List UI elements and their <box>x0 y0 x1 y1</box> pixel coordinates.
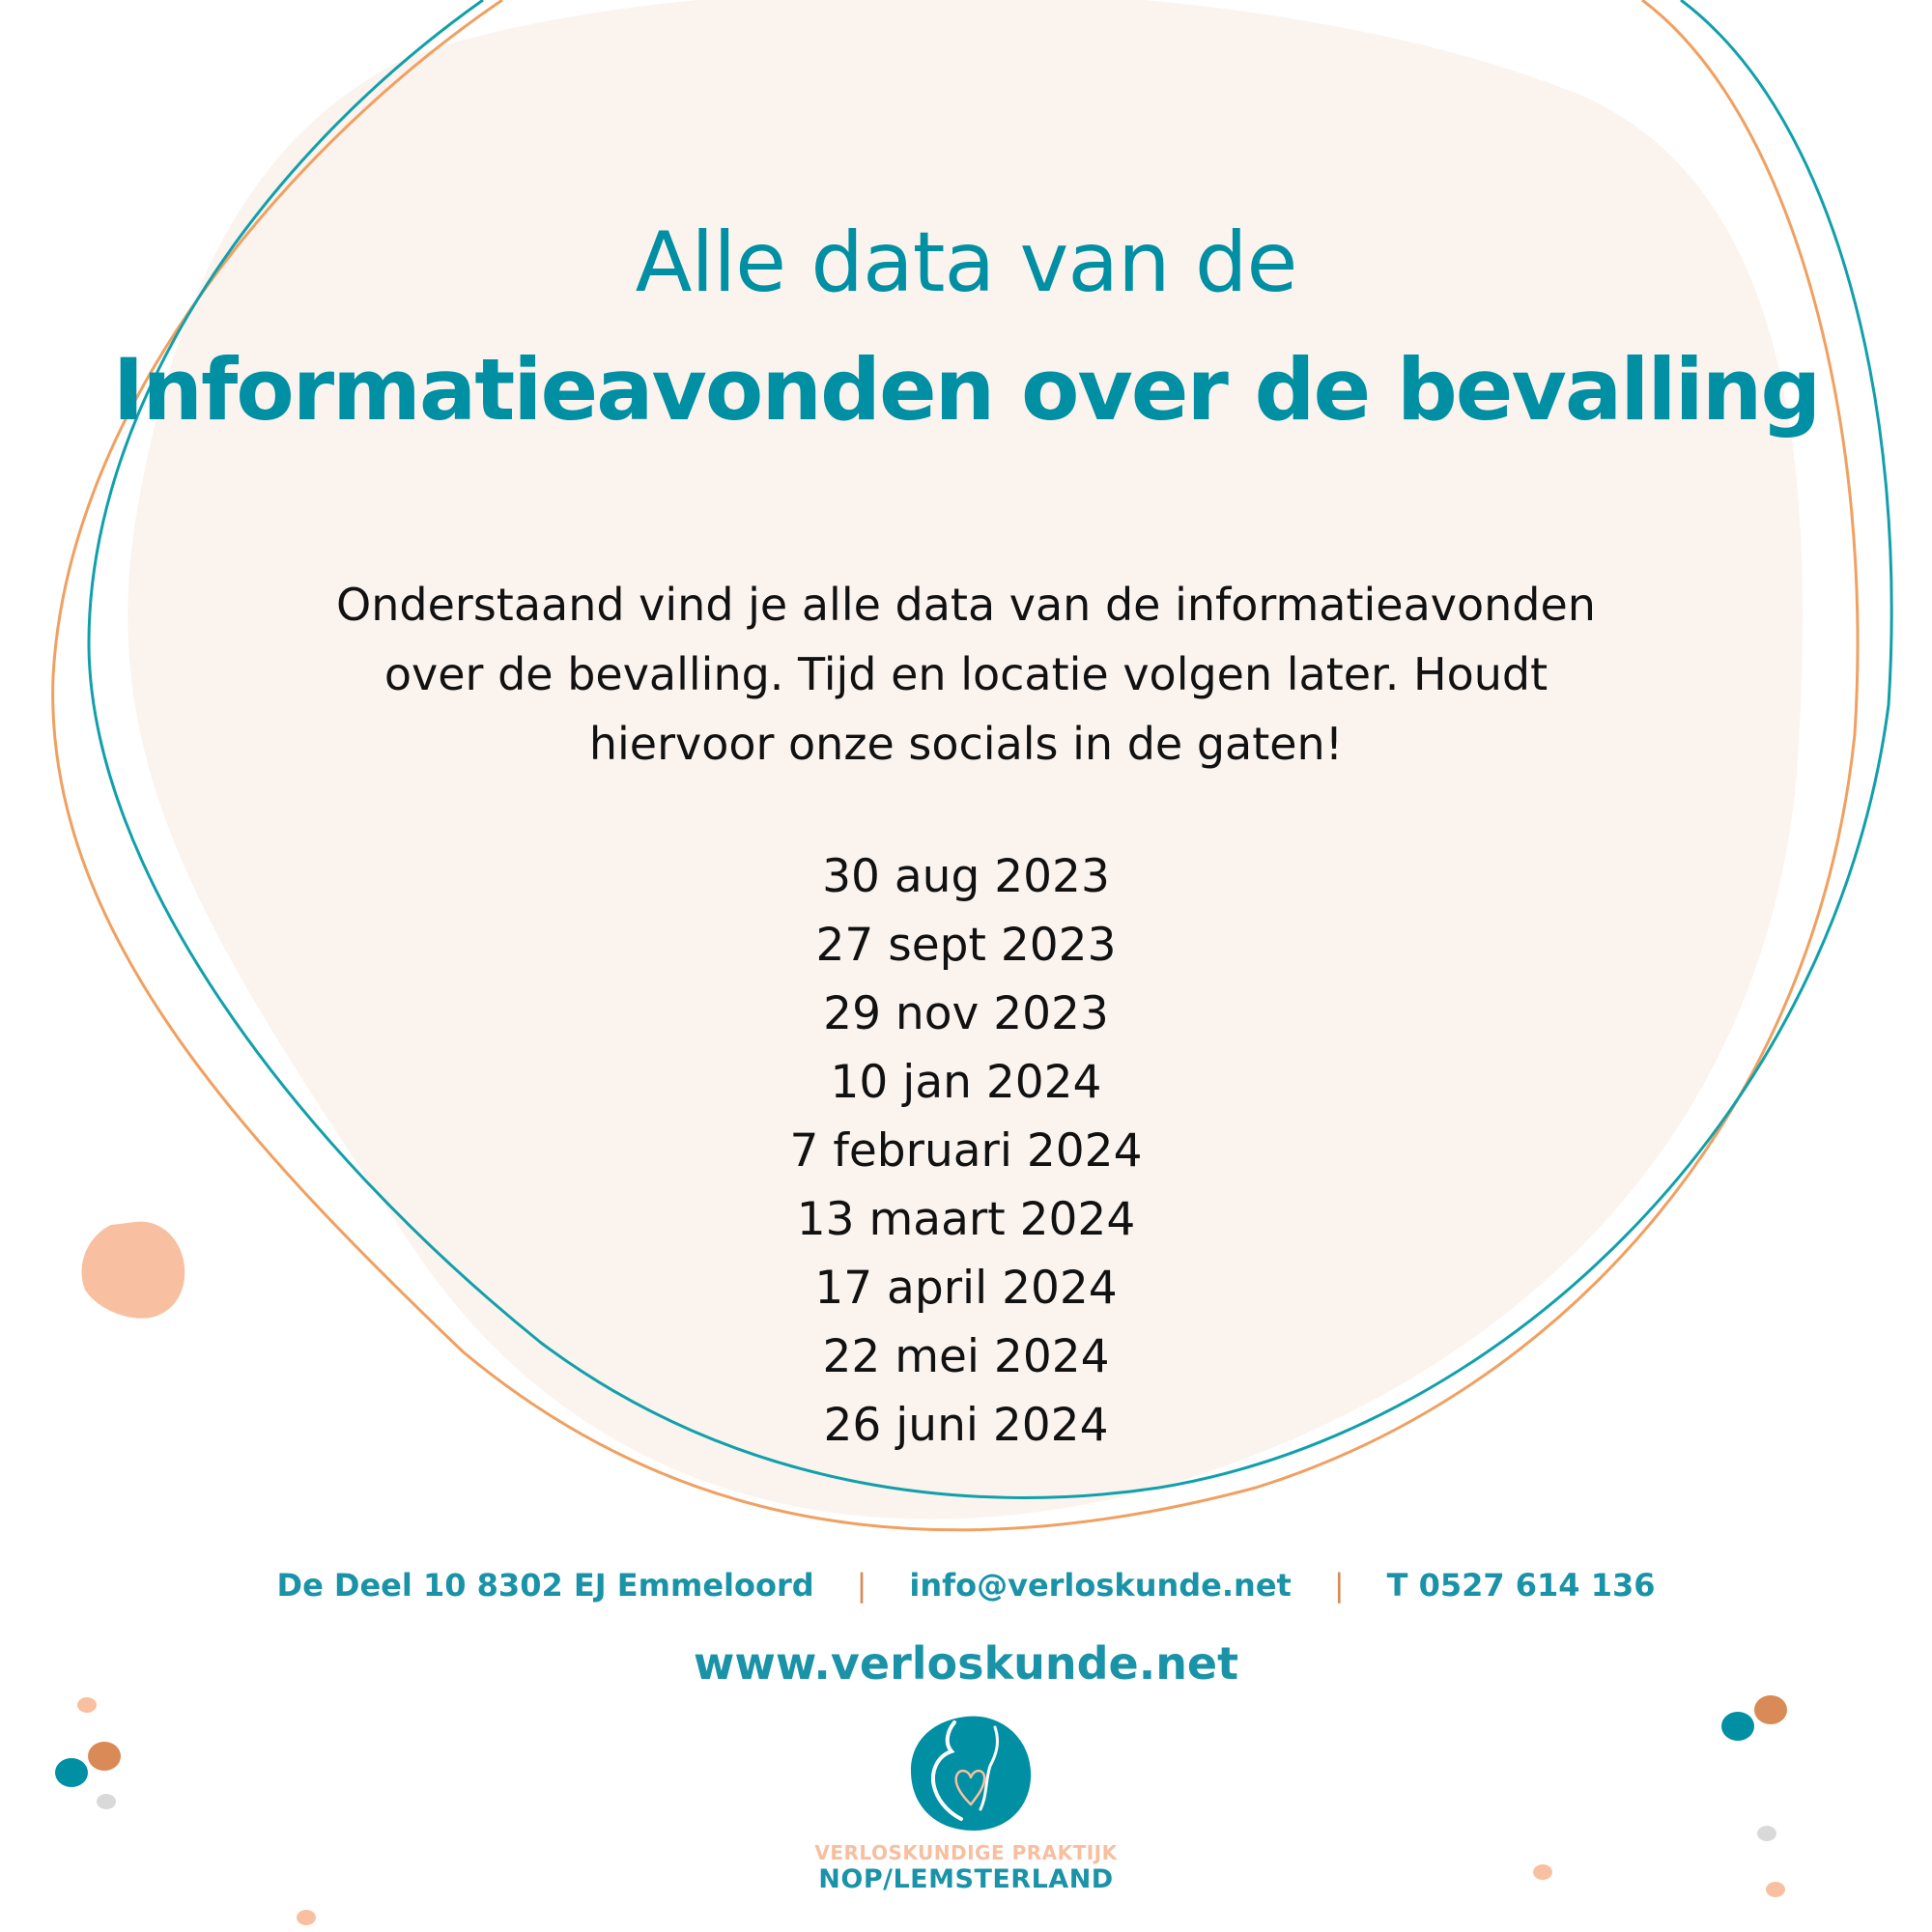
dot-copper <box>88 1742 121 1771</box>
dot-gray <box>1757 1826 1776 1841</box>
dot-teal <box>1721 1712 1754 1741</box>
pregnant-heart-logo-icon <box>908 1713 1034 1833</box>
contact-bar <box>0 1567 1932 1604</box>
dot-peach <box>297 1910 316 1925</box>
heading-line2: Informatieavonden over de bevalling <box>112 340 1820 440</box>
date-item: 10 jan 2024 <box>830 1056 1102 1109</box>
phone-number[interactable]: T 0527 614 136 <box>1386 1567 1656 1604</box>
date-item: 29 nov 2023 <box>823 987 1109 1040</box>
dot-peach <box>77 1697 97 1713</box>
logo-title: NOP/LEMSTERLAND <box>818 1864 1114 1894</box>
date-item: 13 maart 2024 <box>796 1193 1136 1246</box>
heading-line1: Alle data van de <box>635 214 1297 311</box>
date-item: 7 februari 2024 <box>789 1124 1143 1178</box>
intro-text <box>0 570 1932 779</box>
dot-gray <box>97 1794 116 1809</box>
intro-paragraph: Onderstaand vind je alle data van de informatieavonden over de bevalling. Tijd en locatie volgen later. Houdt hiervoor onze socials in de gaten! <box>336 579 1596 770</box>
email-link[interactable]: info@verloskunde.net <box>909 1567 1292 1604</box>
date-item: 22 mei 2024 <box>822 1330 1110 1383</box>
address: De Deel 10 8302 EJ Emmeloord <box>276 1567 814 1604</box>
date-item: 26 juni 2024 <box>823 1399 1109 1452</box>
date-item: 30 aug 2023 <box>822 850 1110 903</box>
date-item: 17 april 2024 <box>814 1262 1118 1315</box>
dot-teal <box>55 1758 88 1787</box>
dot-copper <box>1754 1695 1787 1724</box>
logo-subtitle: VERLOSKUNDIGE PRAKTIJK <box>814 1841 1118 1864</box>
website-link[interactable]: www.verloskunde.net <box>693 1637 1239 1690</box>
date-list <box>0 842 1932 1460</box>
separator: | <box>1333 1567 1345 1604</box>
separator: | <box>856 1567 867 1604</box>
date-item: 27 sept 2023 <box>815 919 1117 972</box>
